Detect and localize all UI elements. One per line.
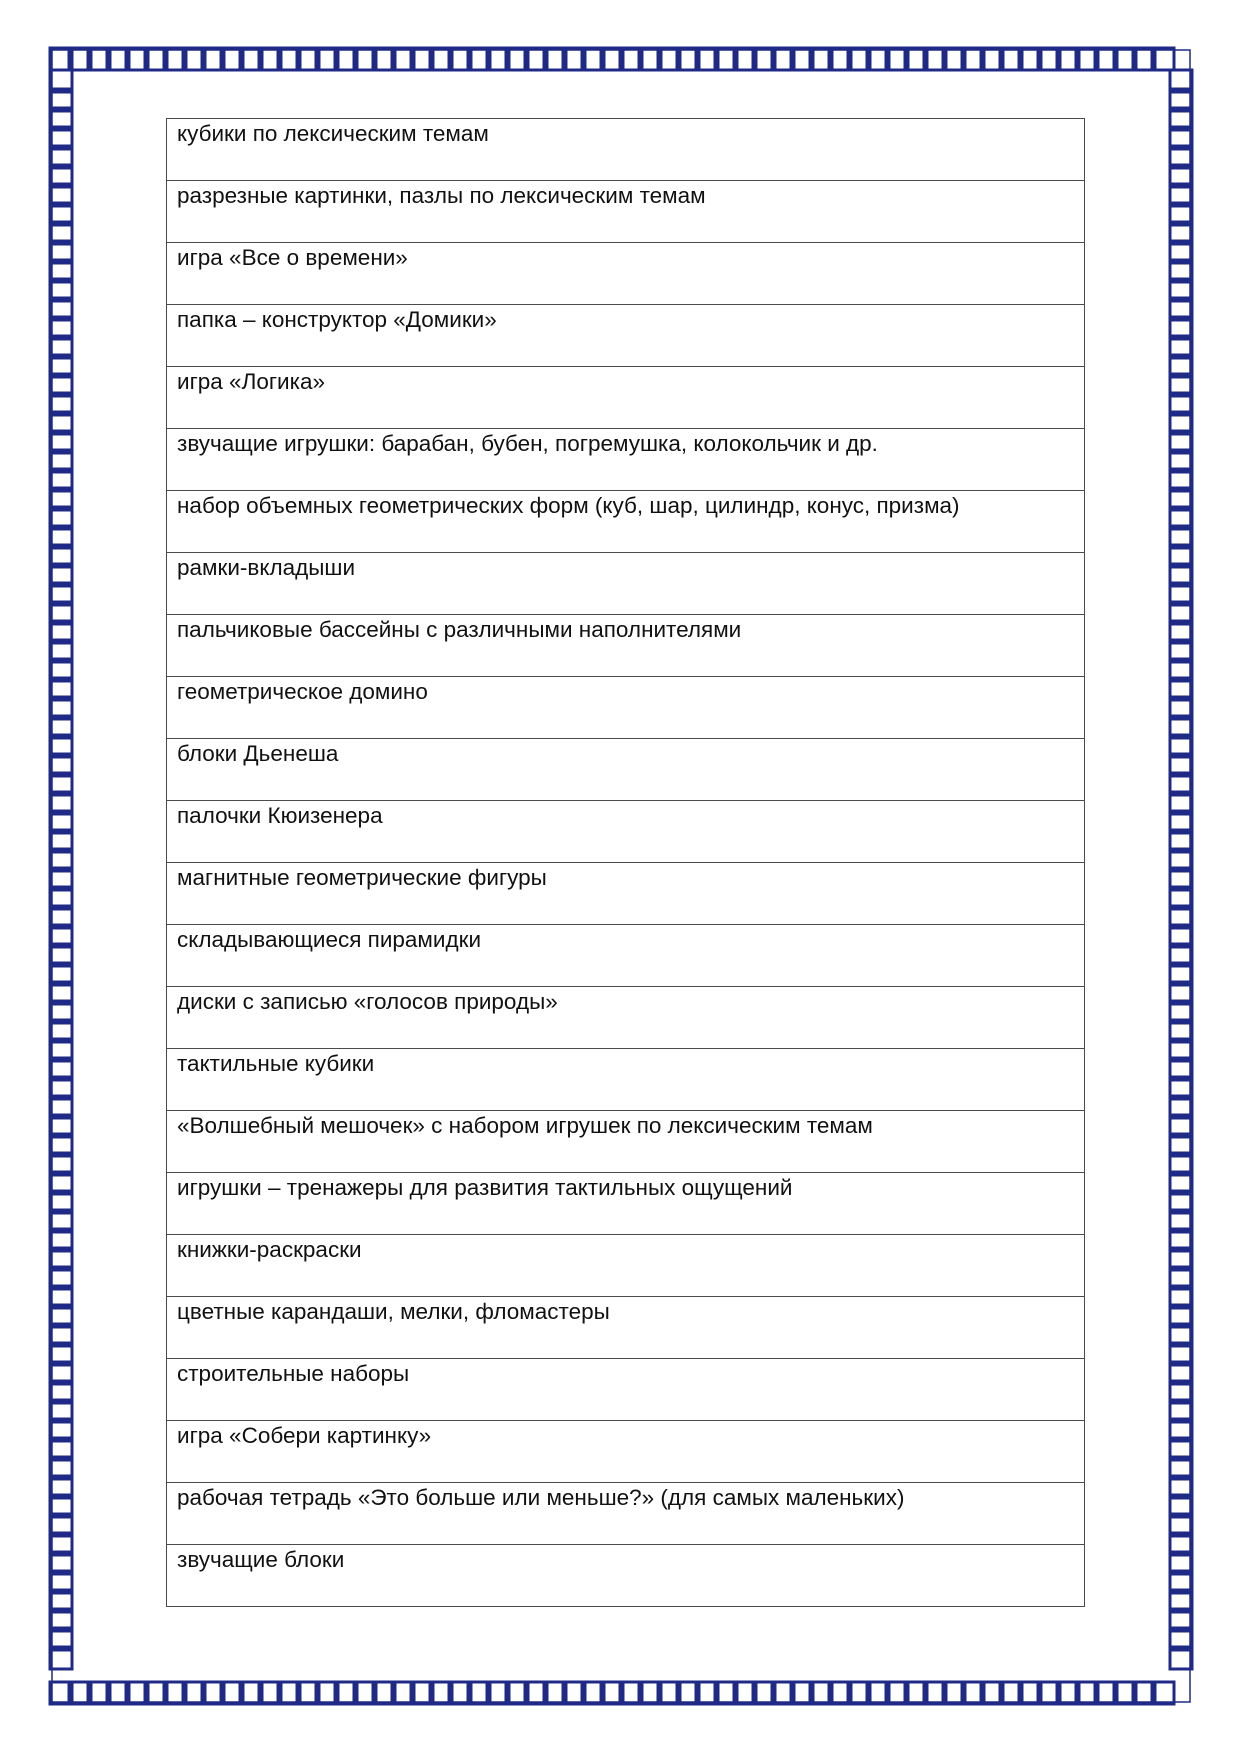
table-cell: звучащие блоки — [167, 1545, 1085, 1607]
table-row — [167, 305, 1085, 367]
table-cell: игрушки – тренажеры для развития тактильных ощущений — [167, 1173, 1085, 1235]
table-row — [167, 181, 1085, 243]
table-row — [167, 1545, 1085, 1607]
table-cell: игра «Все о времени» — [167, 243, 1085, 305]
table-cell: набор объемных геометрических форм (куб, шар, цилиндр, конус, призма) — [167, 491, 1085, 553]
table-cell: пальчиковые бассейны с различными наполнителями — [167, 615, 1085, 677]
table-row — [167, 1297, 1085, 1359]
table-row — [167, 1111, 1085, 1173]
table-cell: «Волшебный мешочек» с набором игрушек по лексическим темам — [167, 1111, 1085, 1173]
table-cell: блоки Дьенеша — [167, 739, 1085, 801]
table-row — [167, 801, 1085, 863]
table-row — [167, 739, 1085, 801]
table-cell: геометрическое домино — [167, 677, 1085, 739]
table-row — [167, 677, 1085, 739]
table-cell: игра «Собери картинку» — [167, 1421, 1085, 1483]
table-row — [167, 863, 1085, 925]
table-row — [167, 1483, 1085, 1545]
table-cell: строительные наборы — [167, 1359, 1085, 1421]
table-cell: игра «Логика» — [167, 367, 1085, 429]
table-row — [167, 243, 1085, 305]
table-cell: диски с записью «голосов природы» — [167, 987, 1085, 1049]
table-row — [167, 1235, 1085, 1297]
table-cell: кубики по лексическим темам — [167, 119, 1085, 181]
table-row — [167, 987, 1085, 1049]
table-row — [167, 429, 1085, 491]
table-cell: складывающиеся пирамидки — [167, 925, 1085, 987]
table-cell: цветные карандаши, мелки, фломастеры — [167, 1297, 1085, 1359]
table-cell: папка – конструктор «Домики» — [167, 305, 1085, 367]
table-cell: разрезные картинки, пазлы по лексическим темам — [167, 181, 1085, 243]
table-row — [167, 367, 1085, 429]
table-cell: тактильные кубики — [167, 1049, 1085, 1111]
table-cell: звучащие игрушки: барабан, бубен, погремушка, колокольчик и др. — [167, 429, 1085, 491]
table-cell: книжки-раскраски — [167, 1235, 1085, 1297]
equipment-table — [166, 118, 1085, 1607]
table-row — [167, 1049, 1085, 1111]
table-cell: рабочая тетрадь «Это больше или меньше?» (для самых маленьких) — [167, 1483, 1085, 1545]
table-row — [167, 615, 1085, 677]
table-cell: рамки-вкладыши — [167, 553, 1085, 615]
table-row — [167, 553, 1085, 615]
table-row — [167, 1359, 1085, 1421]
table-row — [167, 1173, 1085, 1235]
table-cell: магнитные геометрические фигуры — [167, 863, 1085, 925]
table-cell: палочки Кюизенера — [167, 801, 1085, 863]
table-row — [167, 119, 1085, 181]
table-row — [167, 925, 1085, 987]
table-row — [167, 491, 1085, 553]
table-row — [167, 1421, 1085, 1483]
